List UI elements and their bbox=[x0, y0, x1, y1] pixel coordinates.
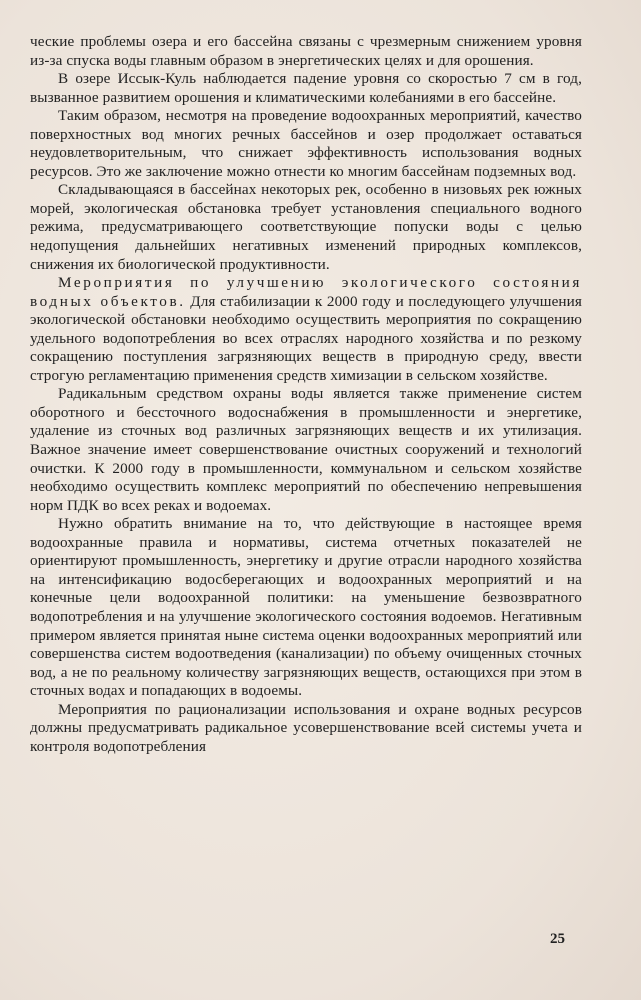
paragraph-6: Радикальным средством охраны воды является также применение систем оборотного и бессточного водоснабжения в промышленности и энергетике, удаление из сточных вод различных загрязняющих веществ и их утилизация. Важное значение имеет совершенствование очистных сооружений и технологий очистки. К 2000 году в промышленности, коммунальном и сельском хозяйстве необходимо осуществить комплекс мероприятий по обеспечению непревышения норм ПДК во всех реках и водоемах. bbox=[30, 385, 582, 514]
paragraph-3: Таким образом, несмотря на проведение водоохранных мероприятий, качество поверхностных вод многих речных бассейнов и озер продолжает оставаться неудовлетворительным, что снижает эффективность использования водных ресурсов. Это же заключение можно отнести ко многим бассейнам подземных вод. bbox=[30, 107, 582, 180]
paragraph-4: Складывающаяся в бассейнах некоторых рек, особенно в низовьях рек южных морей, экологическая обстановка требует установления специального водного режима, предусматривающего соответствующие попуски воды с целью недопущения дальнейших негативных изменений природных комплексов, снижения их биологической продуктивности. bbox=[30, 181, 582, 273]
paragraph-2: В озере Иссык-Куль наблюдается падение уровня со скоростью 7 см в год, вызванное развитием орошения и климатическими колебаниями в его бассейне. bbox=[30, 70, 582, 106]
paragraph-5 bbox=[30, 274, 582, 385]
page-number: 25 bbox=[550, 931, 565, 947]
paragraph-8: Мероприятия по рационализации использования и охране водных ресурсов должны предусматривать радикальное усовершенствование всей системы учета и контроля водопотребления bbox=[30, 700, 582, 755]
body-text bbox=[30, 33, 582, 756]
paragraph-5-text: Для стабилизации к 2000 году и последующего улучшения экологической обстановки необходимо осуществить мероприятия по сокращению удельного водопотребления во всех отраслях народного хозяйства и по резкому сокращению поступления загрязняющих веществ в природную среду, ввести строгую регламентацию применения средств химизации в сельском хозяйстве. bbox=[30, 292, 582, 384]
paragraph-7: Нужно обратить внимание на то, что действующие в настоящее время водоохранные правила и нормативы, система отчетных показателей не ориентируют промышленность, энергетику и другие отрасли народного хозяйства на интенсификацию водосберегающих и водоохранных мероприятий и на конечные цели водоохранной политики: на уменьшение безвозвратного водопотребления и на улучшение экологического состояния водоемов. Негативным примером является принятая ныне система оценки водоохранных мероприятий или совершенства систем водоотведения (канализации) по объему очищенных сточных вод, а не по реальному количеству загрязняющих веществ, остающихся при этом в сточных водах и попадающих в водоемы. bbox=[30, 515, 582, 700]
paragraph-1: ческие проблемы озера и его бассейна связаны с чрезмерным снижением уровня из-за спуска воды главным образом в энергетических целях и для орошения. bbox=[30, 33, 582, 69]
section-heading: Мероприятия по улучшению экологического состояния водных объектов. bbox=[30, 274, 582, 310]
